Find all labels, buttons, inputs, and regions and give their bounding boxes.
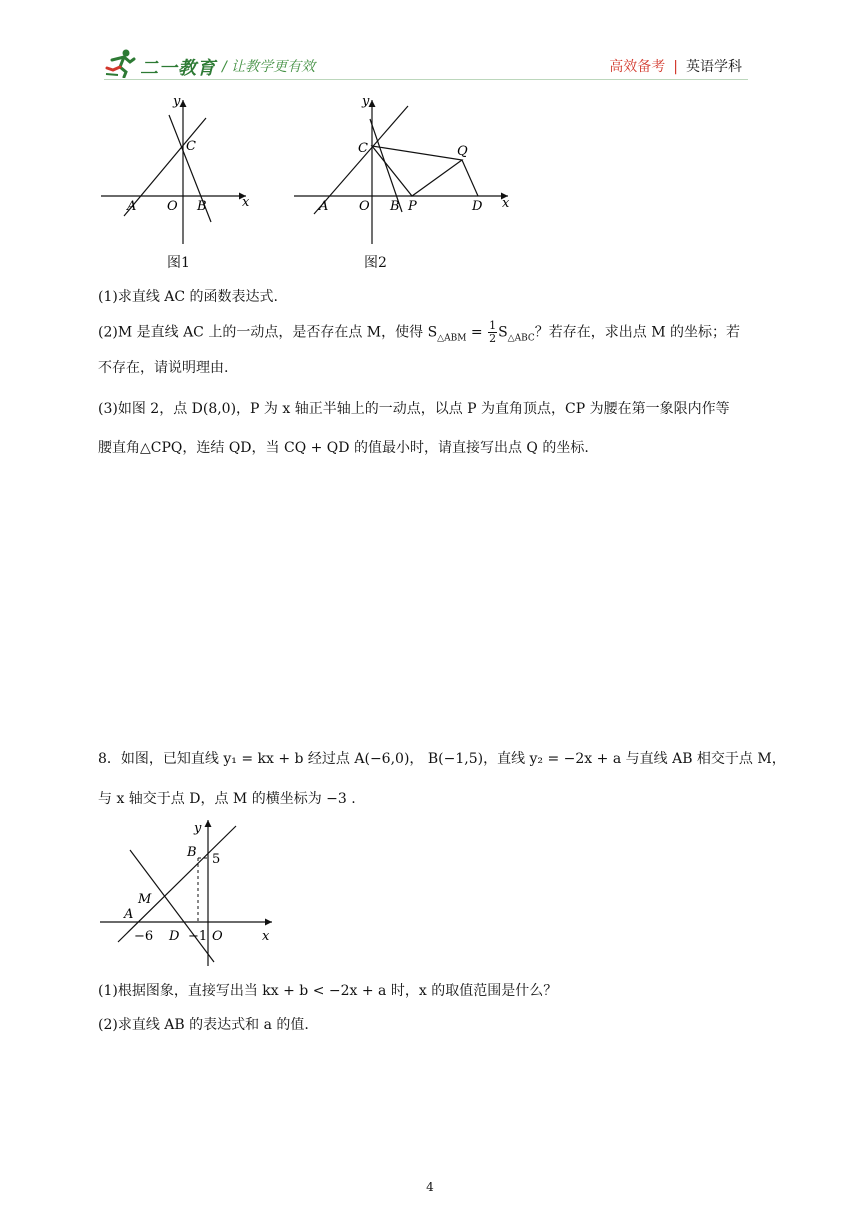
brand-name: 二一教育 — [140, 58, 216, 79]
label-d: D — [169, 929, 180, 944]
figure-1 — [96, 92, 256, 252]
fraction-numerator: 1 — [489, 319, 497, 332]
label-o: O — [212, 929, 223, 944]
label-b: B — [390, 199, 400, 214]
figure-2 — [290, 92, 520, 252]
q7-part-2-line-1 — [98, 320, 740, 348]
label-q: Q — [457, 144, 468, 159]
label-d: D — [472, 199, 483, 214]
q8-part-2: (2)求直线 AB 的表达式和 a 的值. — [98, 1017, 309, 1033]
label-y: y — [194, 821, 202, 836]
q7-part-2-sub-abm: △ABM — [437, 333, 467, 344]
label-a: A — [319, 199, 329, 214]
q8-part-1: (1)根据图象，直接写出当 kx + b < −2x + a 时，x 的取值范围是什么？ — [98, 983, 558, 999]
brand-slogan: / 让教学更有效 — [222, 59, 316, 75]
label-neg6: −6 — [134, 929, 154, 944]
label-x: x — [242, 195, 250, 210]
runner-logo-icon — [104, 48, 138, 78]
label-o: O — [359, 199, 370, 214]
q7-part-2-s: S — [498, 324, 508, 341]
q7-part-2-text-a: (2)M 是直线 AC 上的一动点，是否存在点 M，使得 S — [98, 324, 438, 341]
label-c: C — [358, 141, 368, 156]
line-ac — [314, 106, 408, 214]
label-m: M — [138, 892, 152, 907]
q7-part-2-line-2: 不存在，请说明理由. — [98, 360, 229, 376]
label-x: x — [262, 929, 270, 944]
label-o: O — [167, 199, 178, 214]
label-five: 5 — [212, 852, 221, 867]
label-a: A — [124, 907, 134, 922]
header-right — [609, 56, 742, 76]
triangle-cpq — [372, 146, 462, 196]
fraction-denominator: 2 — [489, 332, 497, 345]
label-c: C — [186, 139, 196, 154]
page-number: 4 — [426, 1180, 434, 1194]
label-y: y — [362, 94, 370, 109]
q7-part-2-eq: = — [466, 324, 488, 341]
q8-line-1: 8．如图，已知直线 y₁ = kx + b 经过点 A(−6,0)， B(−1,5)，直线 y₂ = −2x + a 与直线 AB 相交于点 M， — [98, 751, 786, 767]
q7-part-3-line-2: 腰直角△CPQ，连结 QD，当 CQ + QD 的值最小时，请直接写出点 Q 的坐标. — [98, 440, 589, 456]
line-ab — [118, 826, 236, 942]
figure-1-caption: 图1 — [167, 255, 190, 271]
header-divider: | — [673, 59, 678, 75]
q7-part-2-text-b: ？若存在，求出点 M 的坐标；若 — [534, 324, 740, 341]
label-neg1: −1 — [188, 929, 208, 944]
figure-q8 — [96, 814, 286, 970]
q7-part-3-line-1: (3)如图 2，点 D(8,0)，P 为 x 轴正半轴上的一动点，以点 P 为直角顶点，CP 为腰在第一象限内作等 — [98, 401, 730, 417]
header-subject: 英语学科 — [686, 59, 742, 75]
label-x: x — [502, 196, 510, 211]
q7-part-1: (1)求直线 AC 的函数表达式. — [98, 289, 279, 305]
figure-2-caption: 图2 — [364, 255, 387, 271]
header-rule — [104, 79, 748, 80]
segment-qd — [462, 160, 478, 196]
one-half-fraction — [488, 320, 497, 345]
label-a: A — [127, 199, 137, 214]
q7-part-2-sub-abc: △ABC — [507, 333, 535, 344]
label-b: B — [187, 845, 197, 860]
label-p: P — [408, 199, 417, 214]
header-tagline: 高效备考 — [609, 59, 666, 75]
label-y: y — [173, 94, 181, 109]
q8-line-2: 与 x 轴交于点 D，点 M 的横坐标为 −3 . — [98, 791, 356, 807]
label-b: B — [197, 199, 207, 214]
